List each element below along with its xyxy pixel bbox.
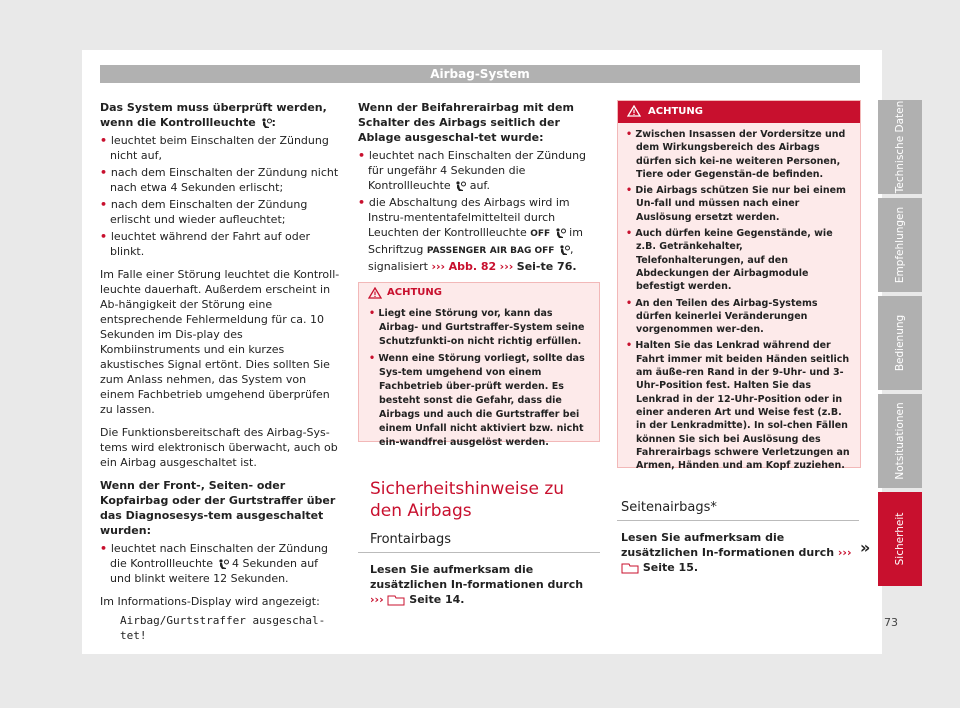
figure-link[interactable]: Abb. 82 (448, 260, 497, 273)
list-item: • leuchtet nach Einschalten der Zündung die Kontrollleuchte 4 Sekunden auf und blinkt weitere 12 Sekunden. (100, 542, 329, 585)
tab-empfehlungen[interactable]: Empfehlungen (878, 198, 922, 292)
airbag-off-label: AIR BAG OFF (489, 246, 555, 256)
list-item: • Auch dürfen keine Gegenstände, wie z.B. Getränkehalter, Telefonhalterungen, auf den Abdeckungen der Airbagmodule befestigt werden. (626, 228, 833, 293)
paragraph: Im Falle einer Störung leuchtet die Kontroll-leuchte dauerhaft. Außerdem erscheint in Ab-hängigkeit der Störung eine entsprechende Fehlermeldung für ca. 10 Sekunden im Dis-play des Kombiinstruments und ein kurzes akustisches Signal ertönt. Dies sollten Sie zum Anlass nehmen, das System von einem Fachbetrieb umgehend überprüfen zu lassen. (100, 268, 340, 416)
off-label: OFF (530, 229, 551, 239)
book-icon (621, 562, 639, 574)
page-link[interactable]: Sei-te 76. (516, 260, 577, 273)
list-item: • leuchtet während der Fahrt auf oder blinkt. (100, 230, 311, 258)
column-1 (100, 100, 340, 643)
page-link[interactable]: Seite 14. (409, 593, 465, 606)
list-item: • leuchtet beim Einschalten der Zündung nicht auf, (100, 134, 329, 162)
warning-header: ACHTUNG (618, 101, 860, 123)
airbag-warning-icon (558, 245, 570, 256)
reference-arrows: ››› (431, 260, 446, 273)
warning-triangle-icon (368, 287, 382, 299)
continue-marker: » (860, 538, 871, 557)
display-message: Airbag/Gurtstraffer ausgeschal-tet! (120, 614, 326, 642)
divider (358, 552, 600, 553)
reference-arrows: ››› (499, 260, 514, 273)
caution-body (359, 303, 599, 456)
page-number: 73 (884, 616, 898, 629)
paragraph: Die Funktionsbereitschaft des Airbag-Sys-tems wird elektronisch überwacht, auch ob ein Airbag ausgeschaltet ist. (100, 426, 338, 469)
page-link[interactable]: Seite 15. (642, 561, 699, 574)
caution-header: ACHTUNG (359, 283, 599, 303)
subheading: Wenn der Beifahrerairbag mit dem Schalter des Airbags seitlich der Ablage ausgeschal-tet wurde: (358, 101, 574, 144)
tab-bedienung[interactable]: Bedienung (878, 296, 922, 390)
lead-text: Lesen Sie aufmerksam die zusätzlichen In-formationen durch ››› Seite 15. (621, 531, 852, 574)
lead-text: Lesen Sie aufmerksam die zusätzlichen In-formationen durch ››› Seite 14. (370, 563, 584, 606)
list-item: • Wenn eine Störung vorliegt, sollte das Sys-tem umgehend von einem Fachbetrieb über-prüft werden. Es besteht sonst die Gefahr, dass die Airbags und auch die Gurtstraffer bei einem Unfall nicht aktiviert bzw. nicht ein-wandfrei ausgelöst werden. (369, 353, 585, 448)
column-2 (358, 100, 600, 276)
list-item: • die Abschaltung des Airbags wird im Instru-mententafelmittelteil durch Leuchten der Kontrollleuchte OFF im Schriftzug PASSENGER AIR BAG OFF , signalisiert ››› Abb. 82 ››› Sei-te 76. (358, 196, 583, 273)
section-subtitle: Seitenairbags* (621, 500, 717, 515)
list-item: • Zwischen Insassen der Vordersitze und dem Wirkungsbereich des Airbags dürfen sich kei-ne weiteren Personen, Tiere oder Gegenstän-de befinden. (626, 129, 846, 180)
divider (617, 520, 859, 521)
paragraph: Im Informations-Display wird angezeigt: (100, 595, 320, 608)
passenger-label: PASSENGER (426, 246, 487, 256)
list-item: • nach dem Einschalten der Zündung erlischt und wieder aufleuchtet; (100, 198, 308, 226)
section-subtitle: Frontairbags (370, 532, 452, 547)
list-item: • Halten Sie das Lenkrad während der Fahrt immer mit beiden Händen seitlich am äuße-ren Rand in der 9-Uhr- und 3-Uhr-Position fest. Halten Sie das Lenkrad in der 12-Uhr-Position oder in einer anderen Art und Weise fest (z.B. in der Lenkradmitte). In sol-chen Fällen können Sie sich bei Auslösung des Fahrerairbags schwere Verletzungen an Armen, Händen und am Kopf zuziehen. (626, 340, 850, 472)
airbag-warning-icon (454, 181, 466, 192)
warning-body (618, 123, 860, 479)
list-item: • leuchtet nach Einschalten der Zündung für ungefähr 4 Sekunden die Kontrollleuchte auf. (358, 149, 587, 192)
check-heading: Das System muss überprüft werden, wenn die Kontrollleuchte : (100, 101, 327, 129)
caution-box (358, 282, 600, 448)
tab-notsituationen[interactable]: Notsituationen (878, 394, 922, 488)
subheading: Wenn der Front-, Seiten- oder Kopfairbag oder der Gurtstraffer über das Diagnosesys-tem ausgeschaltet wurden: (100, 479, 336, 537)
list-item: • An den Teilen des Airbag-Systems dürfen keinerlei Veränderungen vorgenommen wer-den. (626, 297, 818, 336)
chapter-tabs (878, 100, 922, 620)
section-title: Sicherheitshinweise zu den Airbags (370, 479, 565, 521)
list-item: • nach dem Einschalten der Zündung nicht nach etwa 4 Sekunden erlischt; (100, 166, 339, 194)
tab-sicherheit[interactable]: Sicherheit (878, 492, 922, 586)
list-item: • Die Airbags schützen Sie nur bei einem Un-fall und müssen nach einer Auslösung ersetzt werden. (626, 185, 846, 223)
warning-triangle-icon (627, 105, 641, 117)
page-header: Airbag-System (100, 65, 860, 83)
airbag-warning-icon (260, 118, 272, 129)
tab-technische-daten[interactable]: Technische Daten (878, 100, 922, 194)
warning-box (617, 100, 861, 472)
airbag-warning-icon (554, 228, 566, 239)
list-item: • Liegt eine Störung vor, kann das Airbag- und Gurtstraffer-System seine Schutzfunkti-on nicht richtig erfüllen. (369, 308, 585, 347)
airbag-warning-icon (217, 559, 229, 570)
book-icon (387, 594, 405, 606)
